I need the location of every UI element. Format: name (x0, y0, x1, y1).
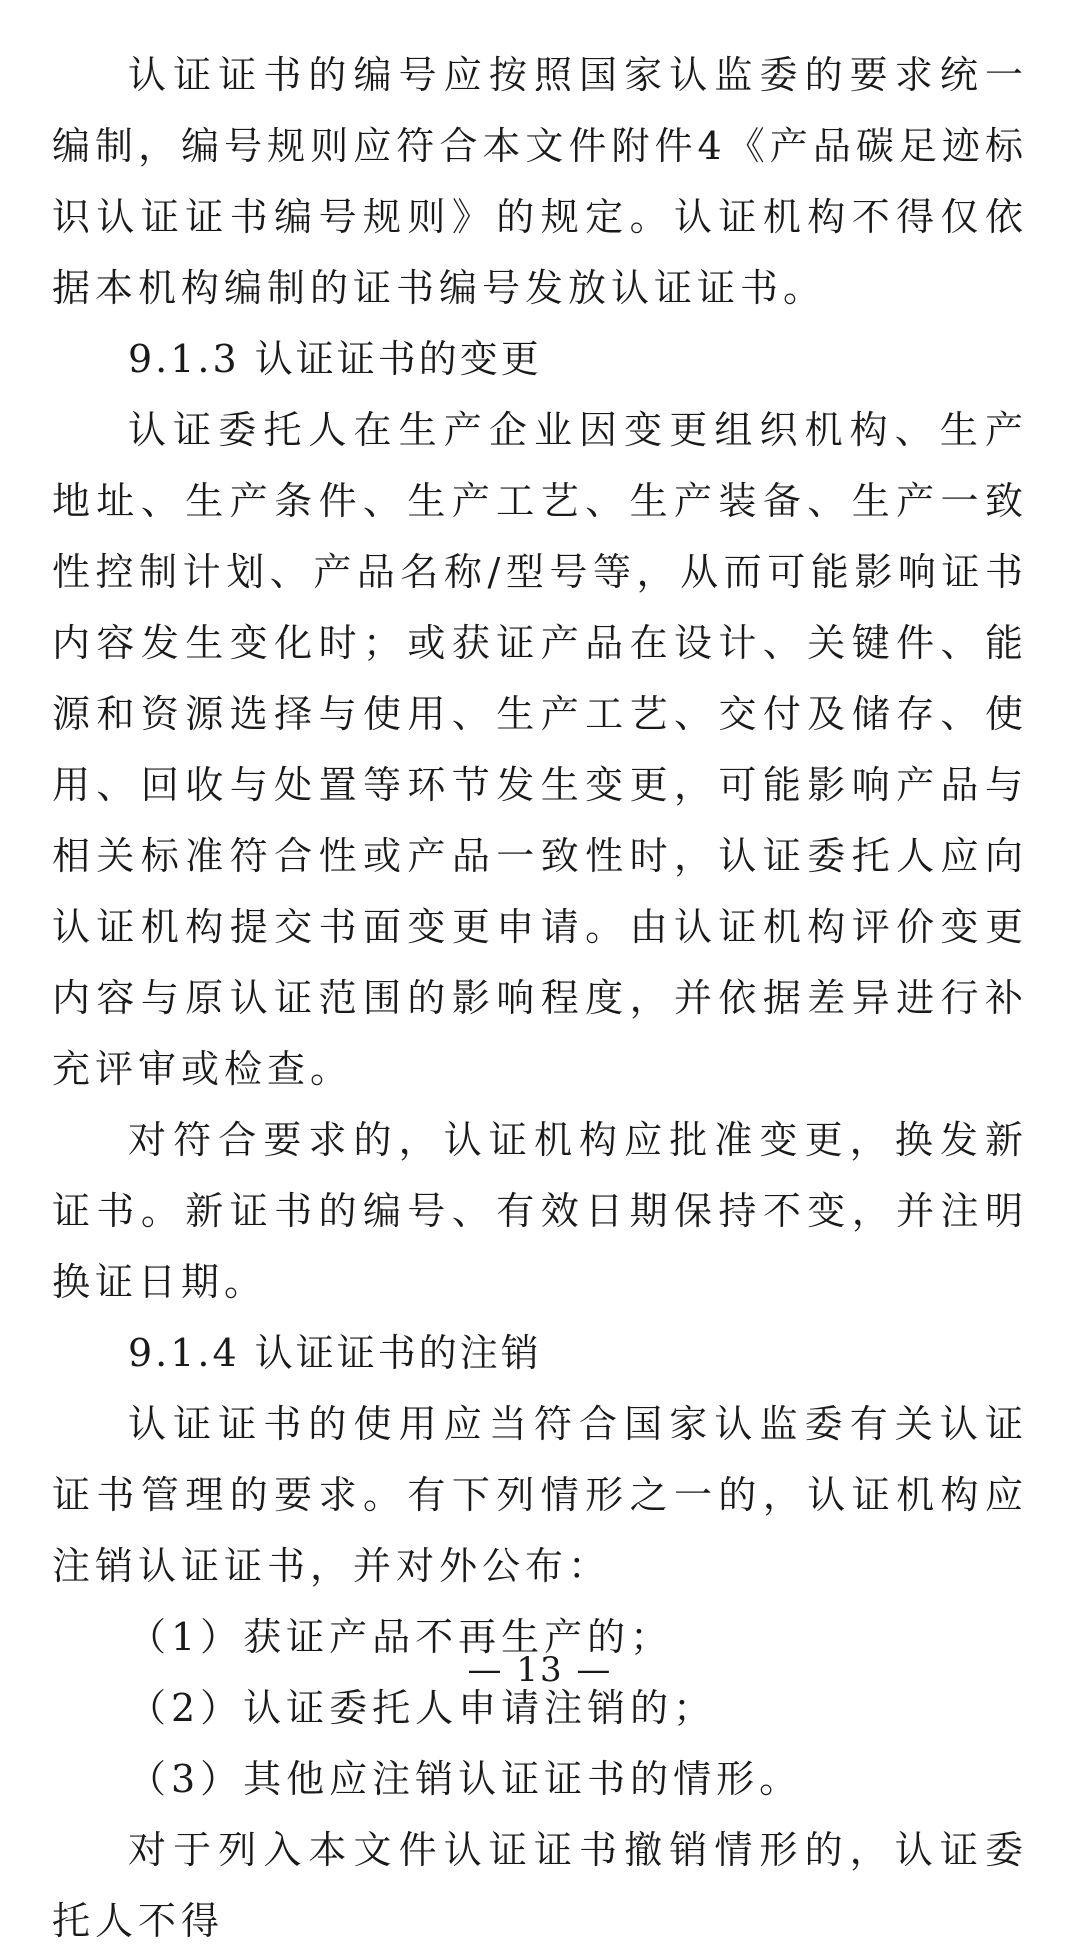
paragraph-cancellation-requirements: 认证证书的使用应当符合国家认监委有关认证证书管理的要求。有下列情形之一的，认证机构应注销认证证书，并对外公布： (52, 1402, 1028, 1588)
list-item-1: （1）获证产品不再生产的； (128, 1615, 674, 1659)
list-item-2: （2）认证委托人申请注销的； (128, 1686, 717, 1730)
section-heading-9-1-3: 9.1.3 认证证书的变更 (128, 337, 542, 381)
section-heading-9-1-4: 9.1.4 认证证书的注销 (128, 1331, 542, 1375)
paragraph-revocation-start: 对于列入本文件认证证书撤销情形的，认证委托人不得 (52, 1828, 1028, 1943)
paragraph-certificate-numbering: 认证证书的编号应按照国家认监委的要求统一编制，编号规则应符合本文件附件4《产品碳足迹标识认证证书编号规则》的规定。认证机构不得仅依据本机构编制的证书编号发放认证证书。 (52, 53, 1028, 310)
list-item-3: （3）其他应注销认证证书的情形。 (128, 1757, 803, 1801)
paragraph-change-approval: 对符合要求的，认证机构应批准变更，换发新证书。新证书的编号、有效日期保持不变，并注明换证日期。 (52, 1118, 1028, 1304)
page-number: — 13 — (467, 1650, 613, 1690)
paragraph-change-application: 认证委托人在生产企业因变更组织机构、生产地址、生产条件、生产工艺、生产装备、生产一致性控制计划、产品名称/型号等，从而可能影响证书内容发生变化时；或获证产品在设计、关键件、能源和资源选择与使用、生产工艺、交付及储存、使用、回收与处置等环节发生变更，可能影响产品与相关标准符合性或产品一致性时，认证委托人应向认证机构提交书面变更申请。由认证机构评价变更内容与原认证范围的影响程度，并依据差异进行补充评审或检查。 (52, 408, 1028, 1091)
